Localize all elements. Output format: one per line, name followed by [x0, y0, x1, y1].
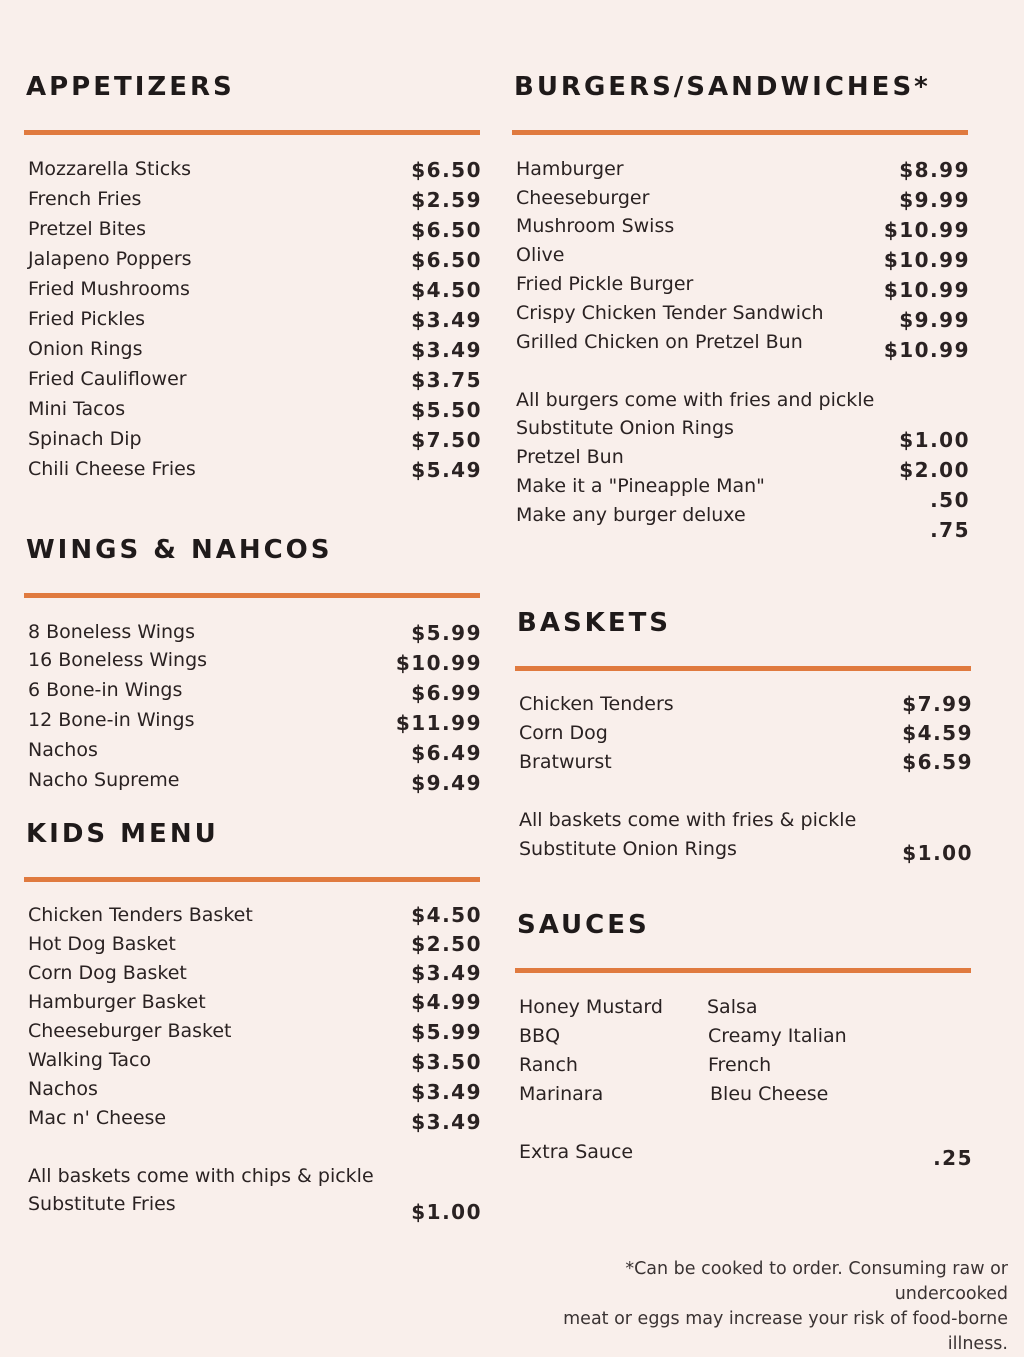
menu-item-name: Fried Mushrooms [28, 278, 190, 300]
menu-item-name: Jalapeno Poppers [28, 248, 192, 270]
menu-item-price: $3.49 [411, 961, 482, 985]
menu-item-name: Spinach Dip [28, 428, 142, 450]
menu-item-price: $9.99 [899, 188, 970, 212]
burgers-note: All burgers come with fries and pickle [516, 389, 875, 411]
burger-extra-price: .75 [930, 518, 970, 542]
menu-item-name: Cheeseburger Basket [28, 1020, 232, 1042]
menu-item-name: 16 Boneless Wings [28, 649, 208, 671]
menu-item-price: $6.59 [902, 750, 973, 774]
kids-menu-note: All baskets come with chips & pickle [28, 1165, 374, 1187]
menu-item-price: $10.99 [395, 651, 482, 675]
menu-item-price: $6.50 [411, 248, 482, 272]
menu-item-name: Nacho Supreme [28, 769, 180, 791]
menu-item-price: $5.50 [411, 398, 482, 422]
menu-item-name: Walking Taco [28, 1049, 152, 1071]
menu-item-name: Corn Dog Basket [28, 962, 187, 984]
sauces-divider [515, 968, 971, 973]
menu-item-price: $9.99 [899, 308, 970, 332]
menu-item-price: $10.99 [883, 218, 970, 242]
wings-heading: WINGS & NAHCOS [26, 535, 333, 565]
burger-extra-price: $1.00 [899, 428, 970, 452]
menu-item-price: $5.49 [411, 458, 482, 482]
menu-item-name: Hot Dog Basket [28, 933, 176, 955]
menu-item-price: $4.50 [411, 903, 482, 927]
menu-item-price: $5.99 [411, 1020, 482, 1044]
sauce-name: Salsa [707, 996, 758, 1018]
menu-item-price: $6.50 [411, 158, 482, 182]
menu-item-price: $4.50 [411, 278, 482, 302]
baskets-note: All baskets come with fries & pickle [519, 809, 857, 831]
burger-extra-label: Make it a "Pineapple Man" [516, 475, 765, 497]
menu-item-price: $3.75 [411, 368, 482, 392]
burger-extra-price: $2.00 [899, 458, 970, 482]
menu-item-name: Mushroom Swiss [516, 215, 675, 237]
menu-item-name: 6 Bone-in Wings [28, 679, 183, 701]
menu-item-name: Mac n' Cheese [28, 1107, 167, 1129]
menu-item-name: Fried Pickle Burger [516, 273, 694, 295]
burger-extra-label: Pretzel Bun [516, 446, 624, 468]
footnote [508, 1257, 1008, 1357]
menu-item-price: $3.50 [411, 1050, 482, 1074]
sauce-name: BBQ [519, 1025, 561, 1047]
menu-item-price: $2.59 [411, 188, 482, 212]
baskets-substitute-price: $1.00 [902, 841, 973, 865]
burgers-heading: BURGERS/SANDWICHES* [514, 72, 931, 102]
menu-item-name: Pretzel Bites [28, 218, 146, 240]
burgers-divider [512, 130, 968, 135]
menu-item-price: $10.99 [883, 248, 970, 272]
burger-extra-label: Make any burger deluxe [516, 504, 746, 526]
menu-item-price: $8.99 [899, 158, 970, 182]
kids-menu-heading: KIDS MENU [26, 819, 219, 849]
menu-item-price: $3.49 [411, 1110, 482, 1134]
baskets-heading: BASKETS [517, 608, 672, 638]
sauce-name: Bleu Cheese [710, 1083, 829, 1105]
extra-sauce-price: .25 [933, 1146, 973, 1170]
baskets-substitute-label: Substitute Onion Rings [519, 838, 737, 860]
appetizers-divider [24, 130, 480, 135]
wings-divider [24, 593, 480, 598]
extra-sauce-label: Extra Sauce [519, 1141, 634, 1163]
menu-item-name: French Fries [28, 188, 142, 210]
menu-item-price: $6.99 [411, 681, 482, 705]
menu-item-price: $4.59 [902, 721, 973, 745]
menu-item-name: Mozzarella Sticks [28, 158, 192, 180]
menu-item-price: $5.99 [411, 621, 482, 645]
menu-item-price: $9.49 [411, 771, 482, 795]
menu-item-price: $6.50 [411, 218, 482, 242]
menu-item-price: $11.99 [395, 711, 482, 735]
menu-item-name: Crispy Chicken Tender Sandwich [516, 302, 824, 324]
menu-item-price: $6.49 [411, 741, 482, 765]
sauce-name: French [708, 1054, 772, 1076]
burger-extra-label: Substitute Onion Rings [516, 417, 734, 439]
burger-extra-price: .50 [930, 488, 970, 512]
menu-item-name: Grilled Chicken on Pretzel Bun [516, 331, 803, 353]
menu-item-name: Chili Cheese Fries [28, 458, 196, 480]
menu-item-price: $10.99 [883, 338, 970, 362]
menu-item-name: Fried Pickles [28, 308, 146, 330]
menu-item-name: Bratwurst [519, 751, 612, 773]
footnote-line-1: *Can be cooked to order. Consuming raw or undercooked [625, 1259, 1008, 1304]
menu-item-name: 8 Boneless Wings [28, 621, 195, 643]
menu-item-price: $4.99 [411, 990, 482, 1014]
menu-item-price: $10.99 [883, 278, 970, 302]
kids-substitute-price: $1.00 [411, 1200, 482, 1224]
menu-item-name: Mini Tacos [28, 398, 126, 420]
menu-item-name: Hamburger Basket [28, 991, 206, 1013]
footnote-line-2: meat or eggs may increase your risk of food-borne illness. [563, 1309, 1008, 1354]
menu-item-name: Nachos [28, 1078, 98, 1100]
menu-item-price: $3.49 [411, 338, 482, 362]
menu-item-name: 12 Bone-in Wings [28, 709, 195, 731]
sauce-name: Creamy Italian [708, 1025, 847, 1047]
menu-item-name: Cheeseburger [516, 187, 650, 209]
menu-item-name: Onion Rings [28, 338, 143, 360]
menu-item-price: $7.50 [411, 428, 482, 452]
sauces-heading: SAUCES [517, 910, 650, 940]
menu-item-name: Corn Dog [519, 722, 608, 744]
baskets-divider [515, 666, 971, 671]
sauce-name: Marinara [519, 1083, 604, 1105]
menu-item-name: Fried Cauliflower [28, 368, 187, 390]
sauce-name: Ranch [519, 1054, 578, 1076]
menu-item-name: Chicken Tenders Basket [28, 904, 253, 926]
kids-substitute-label: Substitute Fries [28, 1193, 176, 1215]
menu-item-price: $3.49 [411, 308, 482, 332]
menu-item-name: Nachos [28, 739, 98, 761]
menu-item-price: $3.49 [411, 1080, 482, 1104]
menu-item-name: Chicken Tenders [519, 693, 674, 715]
menu-item-price: $7.99 [902, 692, 973, 716]
menu-item-name: Hamburger [516, 158, 624, 180]
kids-menu-divider [24, 877, 480, 882]
sauce-name: Honey Mustard [519, 996, 663, 1018]
menu-item-name: Olive [516, 244, 565, 266]
menu-item-price: $2.50 [411, 932, 482, 956]
appetizers-heading: APPETIZERS [26, 72, 235, 102]
